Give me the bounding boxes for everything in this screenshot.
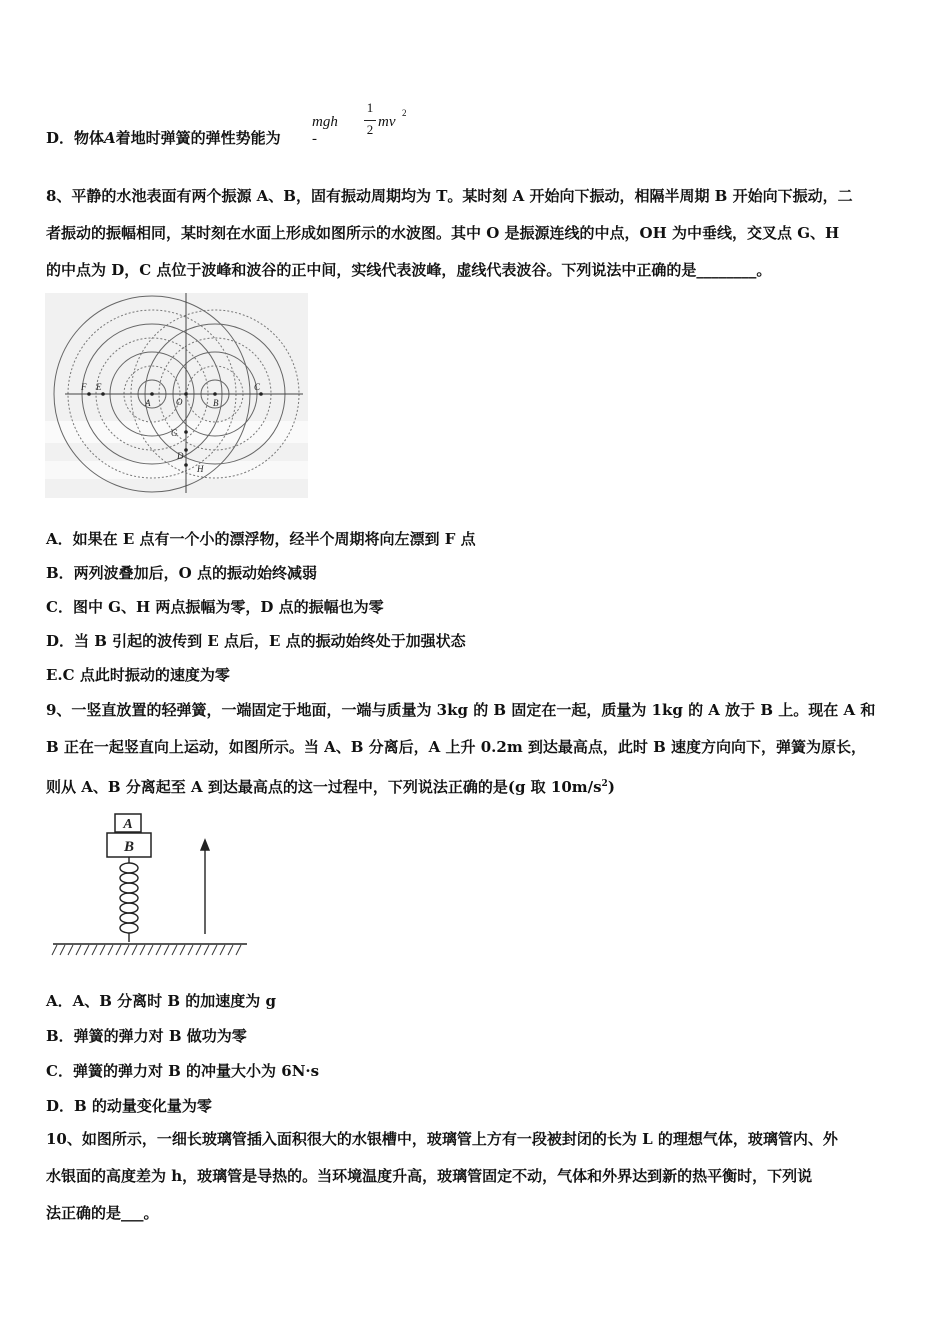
- q9-option-b: B．弹簧的弹力对 B 做功为零: [46, 1027, 247, 1045]
- q10-line-2: 水银面的高度差为 h，玻璃管是导热的。当环境温度升高，玻璃管固定不动，气体和外界达到新的热平衡时，下列说: [46, 1167, 813, 1185]
- q8-line-2: 者振动的振幅相同，某时刻在水面上形成如图所示的水波图。其中 O 是振源连线的中点，OH 为中垂线，交叉点 G、H: [46, 224, 840, 242]
- q7-option-d-label: D．物体: [46, 129, 105, 147]
- formula-denominator: 2: [366, 122, 374, 137]
- label-o: O: [176, 397, 183, 407]
- q8-line-3: 的中点为 D，C 点位于波峰和波谷的正中间，实线代表波峰，虚线代表波谷。下列说法中正确的是________。: [46, 261, 772, 279]
- wave-interference-figure: [45, 293, 308, 498]
- formula-bar: [364, 120, 376, 121]
- label-f: F: [81, 382, 87, 392]
- label-d: D: [177, 451, 184, 461]
- label-a: A: [145, 398, 151, 408]
- q8-option-a: A．如果在 E 点有一个小的漂浮物，经半个周期将向左漂到 F 点: [46, 530, 476, 548]
- label-c: C: [254, 382, 261, 392]
- q9-line-2: B 正在一起竖直向上运动，如图所示。当 A、B 分离后，A 上升 0.2m 到达最高点，此时 B 速度方向向下，弹簧为原长，: [46, 738, 867, 756]
- q9-line-3-sup: 2: [601, 779, 608, 789]
- q9-option-c: C．弹簧的弹力对 B 的冲量大小为 6N·s: [46, 1062, 320, 1080]
- q9-option-d: D．B 的动量变化量为零: [46, 1097, 212, 1115]
- q9-line-1: 9、一竖直放置的轻弹簧，一端固定于地面，一端与质量为 3kg 的 B 固定在一起，质量为 1kg 的 A 放于 B 上。现在 A 和: [46, 701, 876, 719]
- q7-option-d: [46, 128, 281, 148]
- q9-line-3: [46, 774, 615, 797]
- q9-line-3-end: ): [607, 778, 615, 796]
- q8-option-e: E.C 点此时振动的速度为零: [46, 666, 230, 684]
- formula-numerator: 1: [366, 100, 374, 115]
- q7-option-d-var: A: [104, 129, 116, 147]
- spring-block-figure: [45, 808, 255, 963]
- q8-option-b: B．两列波叠加后，O 点的振动始终减弱: [46, 564, 317, 582]
- label-e: E: [96, 382, 102, 392]
- q10-line-1: 10、如图所示，一细长玻璃管插入面积很大的水银槽中，玻璃管上方有一段被封闭的长为 L 的理想气体，玻璃管内、外: [46, 1130, 838, 1148]
- label-g: G: [171, 428, 178, 438]
- label-h: H: [197, 464, 204, 474]
- formula-rhs: mv: [378, 114, 396, 130]
- q9-option-a: A．A、B 分离时 B 的加速度为 g: [46, 992, 277, 1010]
- q8-line-1: 8、平静的水池表面有两个振源 A、B，固有振动周期均为 T。某时刻 A 开始向下振动，相隔半周期 B 开始向下振动，二: [46, 187, 853, 205]
- formula-exponent: 2: [402, 108, 407, 118]
- label-b: B: [213, 398, 219, 408]
- formula-lhs: mgh -: [312, 114, 338, 147]
- q10-line-3: 法正确的是___。: [46, 1204, 159, 1222]
- q9-line-3-main: 则从 A、B 分离起至 A 到达最高点的这一过程中，下列说法正确的是(g 取 10m/s: [46, 778, 602, 796]
- svg-text:B: B: [123, 839, 135, 855]
- q8-option-c: C．图中 G、H 两点振幅为零，D 点的振幅也为零: [46, 598, 384, 616]
- q7-option-d-rest: 着地时弹簧的弹性势能为: [115, 129, 281, 147]
- svg-text:A: A: [123, 817, 133, 832]
- q8-option-d: D．当 B 引起的波传到 E 点后，E 点的振动始终处于加强状态: [46, 632, 466, 650]
